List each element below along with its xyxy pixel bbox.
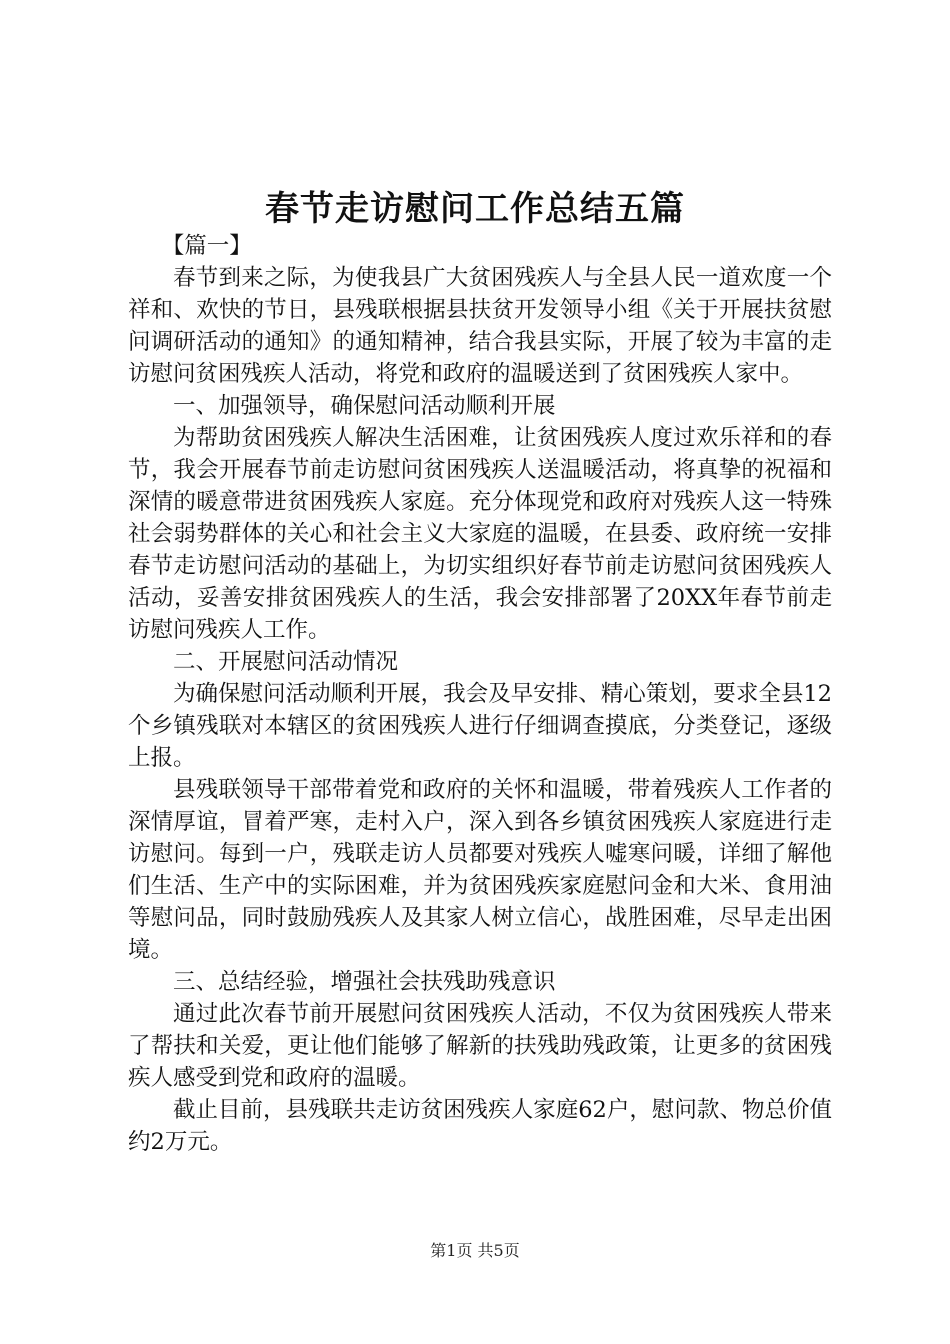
document-body [128, 230, 832, 1158]
paragraph-one: 为帮助贫困残疾人解决生活困难，让贫困残疾人度过欢乐祥和的春节，我会开展春节前走访慰问贫困残疾人送温暖活动，将真挚的祝福和深情的暖意带进贫困残疾人家庭。充分体现党和政府对残疾人这一特殊社会弱势群体的关心和社会主义大家庭的温暖，在县委、政府统一安排春节走访慰问活动的基础上，为切实组织好春节前走访慰问贫困残疾人活动，妥善安排贫困残疾人的生活，我会安排部署了20XX年春节前走访慰问残疾人工作。 [128, 425, 832, 643]
heading-three: 三、总结经验，增强社会扶残助残意识 [173, 969, 556, 995]
paragraph-two-a: 为确保慰问活动顺利开展，我会及早安排、精心策划，要求全县12个乡镇残联对本辖区的贫困残疾人进行仔细调查摸底，分类登记，逐级上报。 [128, 681, 832, 771]
paragraph-summary: 截止目前，县残联共走访贫困残疾人家庭62户，慰问款、物总价值约2万元。 [128, 1097, 832, 1155]
paragraph-intro: 春节到来之际，为使我县广大贫困残疾人与全县人民一道欢度一个祥和、欢快的节日，县残联根据县扶贫开发领导小组《关于开展扶贫慰问调研活动的通知》的通知精神，结合我县实际，开展了较为丰富的走访慰问贫困残疾人活动，将党和政府的温暖送到了贫困残疾人家中。 [128, 265, 832, 387]
page-footer: 第1页 共5页 [430, 1241, 520, 1260]
paragraph-three: 通过此次春节前开展慰问贫困残疾人活动，不仅为贫困残疾人带来了帮扶和关爱，更让他们能够了解新的扶残助残政策，让更多的贫困残疾人感受到党和政府的温暖。 [128, 1001, 832, 1091]
heading-two: 二、开展慰问活动情况 [173, 649, 399, 675]
paragraph-two-b: 县残联领导干部带着党和政府的关怀和温暖，带着残疾人工作者的深情厚谊，冒着严寒，走村入户，深入到各乡镇贫困残疾人家庭进行走访慰问。每到一户，残联走访人员都要对残疾人嘘寒问暖，详细了解他们生活、生产中的实际困难，并为贫困残疾家庭慰问金和大米、食用油等慰问品，同时鼓励残疾人及其家人树立信心，战胜困难，尽早走出困境。 [128, 777, 832, 963]
heading-one: 一、加强领导，确保慰问活动顺利开展 [173, 393, 556, 419]
section-marker: 【篇一】 [161, 233, 252, 259]
document-title: 春节走访慰问工作总结五篇 [265, 189, 685, 229]
